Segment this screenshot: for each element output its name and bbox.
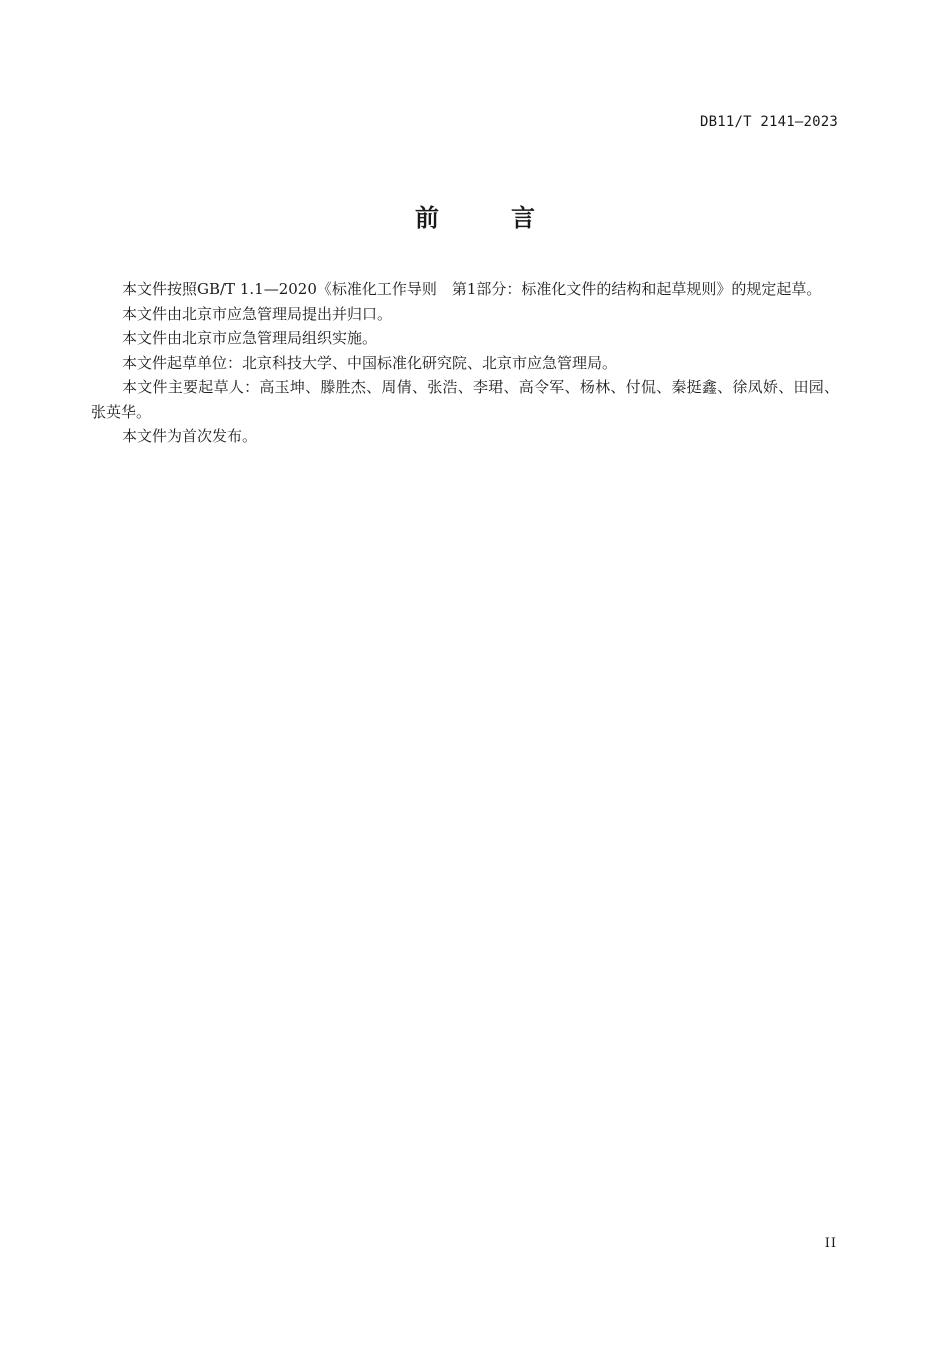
document-code: DB11/T 2141—2023: [699, 114, 838, 130]
page-number: II: [824, 1236, 837, 1251]
paragraph-proposer: 本文件由北京市应急管理局提出并归口。: [122, 304, 393, 323]
paragraph-drafting-rules: 本文件按照GB/T 1.1—2020《标准化工作导则 第1部分：标准化文件的结构和起草规则》的规定起草。: [122, 280, 822, 298]
paragraph-first-release: 本文件为首次发布。: [122, 427, 258, 445]
paragraph-drafting-units: 本文件起草单位：北京科技大学、中国标准化研究院、北京市应急管理局。: [122, 353, 618, 372]
page-title: 前 言: [415, 204, 559, 232]
paragraph-implementer: 本文件由北京市应急管理局组织实施。: [122, 329, 378, 347]
foreword-body: [91, 277, 839, 449]
paragraph-drafters: 本文件主要起草人：高玉坤、滕胜杰、周倩、张浩、李珺、高令军、杨林、付侃、秦挺鑫、徐凤娇、田园、张英华。: [91, 378, 839, 421]
